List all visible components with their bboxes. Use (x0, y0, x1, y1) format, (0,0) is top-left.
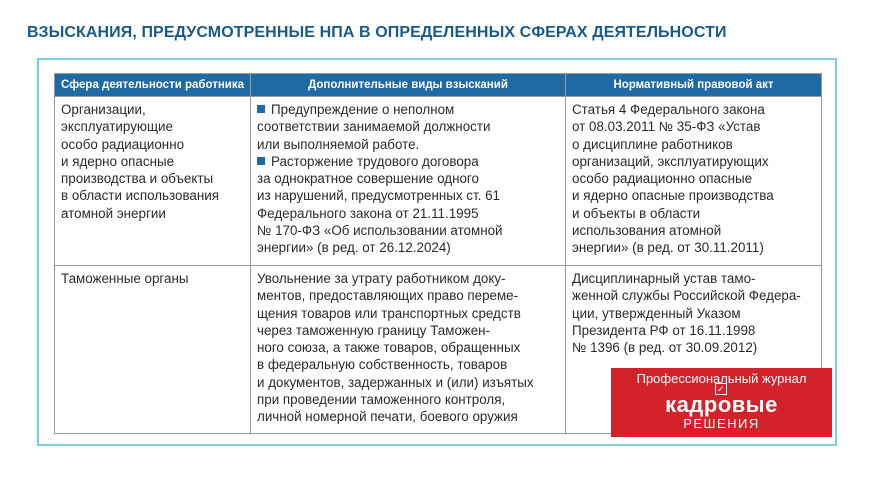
act-line: № 1396 (в ред. от 30.09.2012) (572, 340, 758, 356)
penalty-line: щения товаров или транспортных средств (257, 305, 521, 321)
bullet-line: соответствии занимаемой должности (257, 119, 491, 135)
act-line: энергии» (в ред. от 30.11.2011) (572, 240, 764, 256)
act-line: женной службы Российской Федера- (572, 288, 801, 304)
sphere-line: и ядерно опасные (61, 153, 175, 169)
sphere-line: атомной энергии (61, 205, 166, 221)
act-line: организаций, эксплуатирующих (572, 153, 769, 169)
sphere-line: производства и объекты (61, 171, 214, 187)
checkbox-check-icon: ✓ (716, 384, 726, 394)
penalty-line: и документов, задержанных и (или) изъятых (257, 374, 534, 390)
sphere-line: Таможенные органы (61, 271, 189, 286)
act-line: о дисциплине работников (572, 136, 733, 152)
act-line: от 08.03.2011 № 35-ФЗ «Устав (572, 119, 761, 135)
logo-title-text: кадровые (665, 392, 778, 417)
bullet-line: из нарушений, предусмотренных ст. 61 (257, 188, 500, 204)
sphere-line: в области использования (61, 188, 219, 204)
penalty-line: ментов, предоставляющих право переме- (257, 288, 519, 304)
bullet-line: за однократное совершение одного (257, 171, 479, 187)
square-bullet-icon (257, 157, 265, 165)
column-header-act: Нормативный правовой акт (566, 74, 822, 97)
penalty-line: Увольнение за утрату работником доку- (257, 271, 506, 286)
bullet-line: Федерального закона от 21.11.1995 (257, 205, 479, 221)
act-line: и ядерно опасные производства (572, 188, 774, 204)
penalty-line: при проведении таможенного контроля, (257, 392, 506, 408)
penalty-line: в федеральную собственность, товаров (257, 357, 508, 373)
penalties-cell (251, 266, 566, 434)
bullet-item (257, 153, 559, 257)
bullet-item (257, 101, 559, 153)
act-line: и объекты в области (572, 205, 701, 221)
square-bullet-icon (257, 105, 265, 113)
bullet-line: Расторжение трудового договора (271, 153, 479, 169)
act-cell (566, 97, 822, 266)
bullet-line: или выполняемой работе. (257, 136, 420, 152)
sphere-line: особо радиационно (61, 136, 185, 152)
act-line: Дисциплинарный устав тамо- (572, 271, 756, 286)
page-title: ВЗЫСКАНИЯ, ПРЕДУСМОТРЕННЫЕ НПА В ОПРЕДЕЛЕННЫХ СФЕРАХ ДЕЯТЕЛЬНОСТИ (27, 24, 727, 41)
act-line: Статья 4 Федерального закона (572, 102, 765, 117)
logo-title (611, 384, 832, 417)
bullet-line: Предупреждение о неполном (271, 102, 455, 117)
column-header-sphere: Сфера деятельности работника (55, 74, 251, 97)
sphere-line: эксплуатирующие (61, 119, 173, 135)
table-header-row (55, 74, 822, 97)
column-header-penalties: Дополнительные виды взысканий (251, 74, 566, 97)
penalty-line: личной номерной печати, боевого оружия (257, 409, 518, 425)
logo-tagline: РЕШЕНИЯ (683, 416, 760, 431)
bullet-line: № 170-ФЗ «Об использовании атомной (257, 223, 503, 239)
bullet-line: энергии» (в ред. от 26.12.2024) (257, 240, 451, 256)
logo-subtitle: Профессиональный журнал (636, 371, 807, 386)
penalty-line: через таможенную границу Таможен- (257, 322, 490, 338)
act-line: Президента РФ от 16.11.1998 (572, 322, 756, 338)
act-line: ции, утвержденный Указом (572, 305, 741, 321)
act-line: использования атомной (572, 223, 722, 239)
sphere-cell (55, 266, 251, 434)
penalty-line: ного союза, а также товаров, обращенных (257, 340, 521, 356)
table-row (55, 97, 822, 266)
journal-logo (611, 368, 832, 437)
sphere-line: Организации, (61, 102, 146, 117)
sphere-cell (55, 97, 251, 266)
penalties-cell (251, 97, 566, 266)
act-line: особо радиационно опасные (572, 171, 753, 187)
